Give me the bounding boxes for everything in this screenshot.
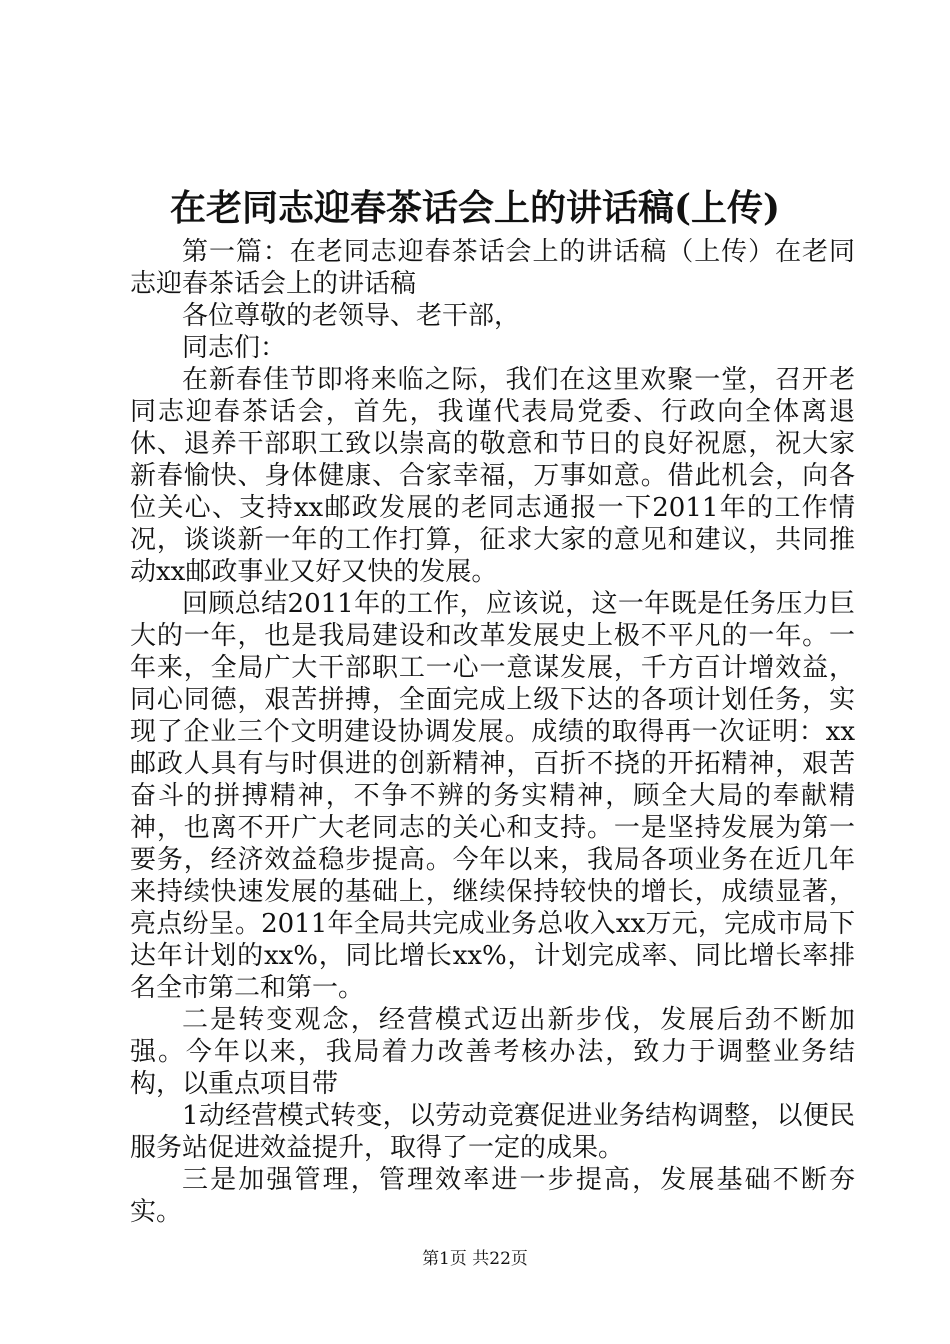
- document-body: [130, 236, 855, 1228]
- paragraph-salutation: 各位尊敬的老领导、老干部，: [182, 301, 521, 331]
- paragraph-intro: 第一篇：在老同志迎春茶话会上的讲话稿（上传）在老同志迎春茶话会上的讲话稿: [130, 237, 855, 299]
- paragraph-point-three: 三是加强管理，管理效率进一步提高，发展基础不断夯实。: [130, 1165, 855, 1227]
- paragraph-comrades: 同志们：: [182, 333, 287, 363]
- document-title: 在老同志迎春茶话会上的讲话稿(上传): [169, 187, 781, 229]
- paragraph-review: 回顾总结2011年的工作，应该说，这一年既是任务压力巨大的一年，也是我局建设和改革发展史上极不平凡的一年。一年来，全局广大干部职工一心一意谋发展，千方百计增效益，同心同德，艰苦拼搏，全面完成上级下达的各项计划任务，实现了企业三个文明建设协调发展。成绩的取得再一次证明：xx邮政人具有与时俱进的创新精神，百折不挠的开拓精神，艰苦奋斗的拼搏精神，不争不辨的务实精神，顾全大局的奉献精神，也离不开广大老同志的关心和支持。一是坚持发展为第一要务，经济效益稳步提高。今年以来，我局各项业务在近几年来持续快速发展的基础上，继续保持较快的增长，成绩显著，亮点纷呈。2011年全局共完成业务总收入xx万元，完成市局下达年计划的xx%，同比增长xx%，计划完成率、同比增长率排名全市第二和第一。: [130, 589, 855, 1003]
- paragraph-point-two: 二是转变观念，经营模式迈出新步伐，发展后劲不断加强。今年以来，我局着力改善考核办法，致力于调整业务结构，以重点项目带: [130, 1005, 855, 1099]
- page-number-footer: 第1页 共22页: [422, 1249, 528, 1269]
- paragraph-point-two-continued: 1动经营模式转变，以劳动竞赛促进业务结构调整，以便民服务站促进效益提升，取得了一定的成果。: [130, 1101, 855, 1163]
- paragraph-opening: 在新春佳节即将来临之际，我们在这里欢聚一堂，召开老同志迎春茶话会，首先，我谨代表局党委、行政向全体离退休、退养干部职工致以崇高的敬意和节日的良好祝愿，祝大家新春愉快、身体健康、合家幸福，万事如意。借此机会，向各位关心、支持xx邮政发展的老同志通报一下2011年的工作情况，谈谈新一年的工作打算，征求大家的意见和建议，共同推动xx邮政事业又好又快的发展。: [130, 365, 855, 587]
